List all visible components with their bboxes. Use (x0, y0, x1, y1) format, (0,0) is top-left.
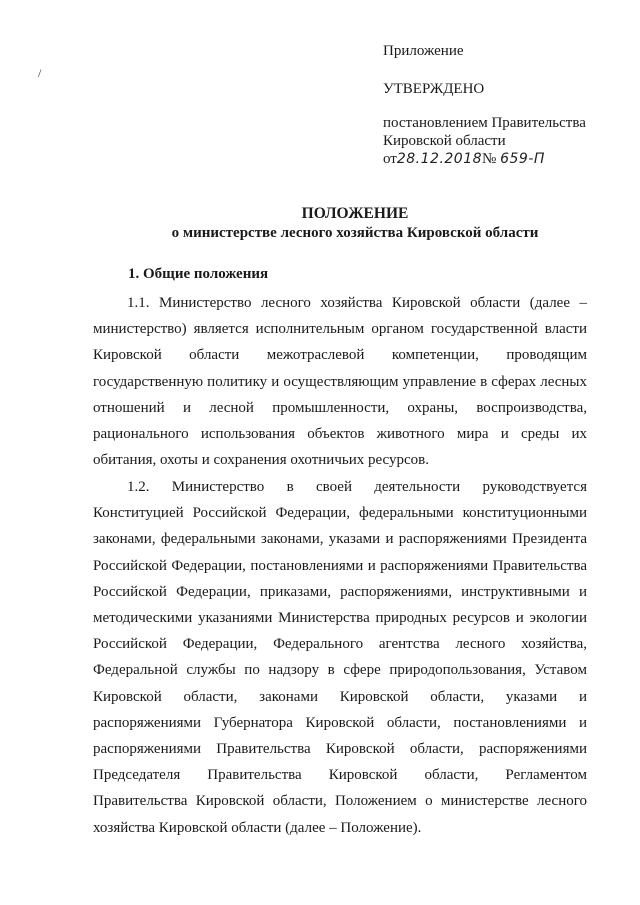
decree-date-number (383, 150, 623, 168)
decree-line-2: Кировской области (383, 133, 506, 149)
number-prefix: № (482, 151, 497, 167)
section-1-heading: 1. Общие положения (128, 266, 269, 282)
approval-block (383, 42, 623, 168)
appendix-label: Приложение (383, 43, 464, 59)
stray-pen-mark: / (38, 66, 42, 80)
paragraph-1-2: 1.2. Министерство в своей деятельности руководствуется Конституцией Российской Федерации, федеральными конституционными законами, федеральными законами, указами и распоряжениями Президента Российской Федерации, постановлениями и распоряжениями Правительства Российской Федерации, приказами, распоряжениями, инструктивными и методическими указаниями Министерства природных ресурсов и экологии Российской Федерации, Федерального агентства лесного хозяйства, Федеральной службы по надзору в сфере природопользования, Уставом Кировской области, законами Кировской области, указами и распоряжениями Губернатора Кировской области, постановлениями и распоряжениями Правительства Кировской области, распоряжениями Председателя Правительства Кировской области, Регламентом Правительства Кировской области, Положением о министерстве лесного хозяйства Кировской области (далее – Положение). (93, 479, 587, 836)
approved-label: УТВЕРЖДЕНО (383, 81, 485, 97)
handwritten-date: 28.12.2018 (396, 151, 483, 167)
decree-line-1: постановлением Правительства (383, 115, 586, 131)
handwritten-number: 659-П (500, 151, 545, 167)
document-title: ПОЛОЖЕНИЕ (301, 205, 409, 222)
paragraph-1-1: 1.1. Министерство лесного хозяйства Кировской области (далее – министерство) является исполнительным органом государственной власти Кировской области межотраслевой компетенции, проводящим государственную политику и осуществляющим управление в сферах лесных отношений и лесной промышленности, охраны, воспроизводства, рационального использования объектов животного мира и среды их обитания, охоты и сохранения охотничьих ресурсов. (93, 295, 587, 469)
date-prefix: от (383, 151, 397, 167)
document-subtitle: о министерстве лесного хозяйства Кировской области (171, 225, 539, 241)
